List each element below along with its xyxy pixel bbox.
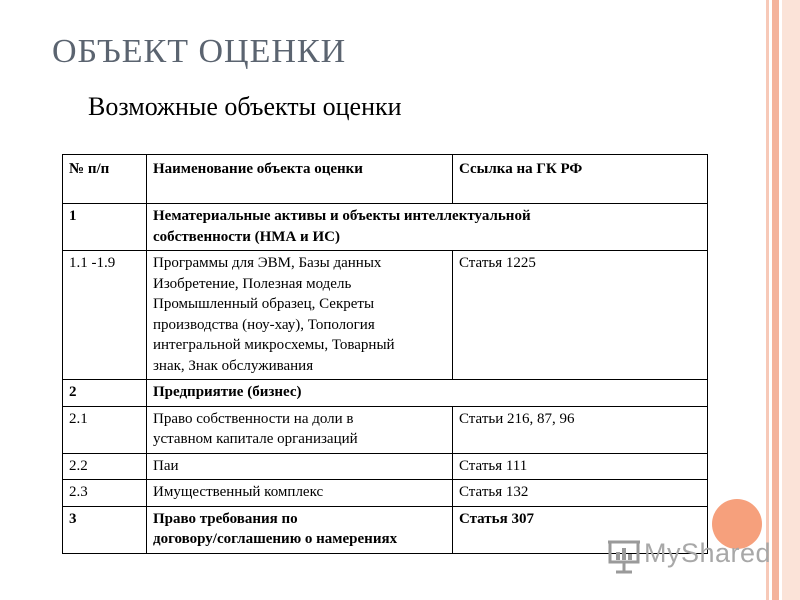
row-reference: Статья 132 (453, 480, 708, 507)
slide-title: ОБЪЕКТ ОЦЕНКИ (52, 33, 347, 70)
row-name: Право требования по договору/соглашению о намерениях (147, 506, 453, 553)
table-row (63, 406, 708, 453)
row-name: Право собственности на доли в уставном капитале организаций (147, 406, 453, 453)
header-object-name: Наименование объекта оценки (147, 155, 453, 204)
decor-stripe-wide (782, 0, 800, 600)
row-name: Нематериальные активы и объекты интеллектуальной собственности (НМА и ИС) (147, 204, 708, 251)
header-number: № п/п (63, 155, 147, 204)
header-civil-code-ref: Ссылка на ГК РФ (453, 155, 708, 204)
row-number: 3 (63, 506, 147, 553)
row-reference: Статья 111 (453, 453, 708, 480)
table-row (63, 453, 708, 480)
row-reference: Статья 1225 (453, 251, 708, 380)
table-header-row (63, 155, 708, 204)
row-number: 1 (63, 204, 147, 251)
row-number: 2.3 (63, 480, 147, 507)
row-number: 2.2 (63, 453, 147, 480)
row-name: Предприятие (бизнес) (147, 380, 708, 407)
decor-stripe-mid (772, 0, 779, 600)
row-reference: Статья 307 (453, 506, 708, 553)
row-name: Программы для ЭВМ, Базы данных Изобретение, Полезная модель Промышленный образец, Секреты производства (ноу-хау), Топология интегральной микросхемы, Товарный знак, Знак обслуживания (147, 251, 453, 380)
row-number: 1.1 -1.9 (63, 251, 147, 380)
row-number: 2.1 (63, 406, 147, 453)
table-row (63, 251, 708, 380)
row-name: Имущественный комплекс (147, 480, 453, 507)
watermark-brand: MyShared (644, 538, 772, 568)
table-row (63, 480, 708, 507)
table-row (63, 380, 708, 407)
row-name: Паи (147, 453, 453, 480)
row-number: 2 (63, 380, 147, 407)
table-row (63, 204, 708, 251)
slide-subtitle: Возможные объекты оценки (88, 92, 402, 121)
valuation-objects-table (62, 154, 708, 554)
row-reference: Статьи 216, 87, 96 (453, 406, 708, 453)
decor-stripe-thin (766, 0, 769, 600)
